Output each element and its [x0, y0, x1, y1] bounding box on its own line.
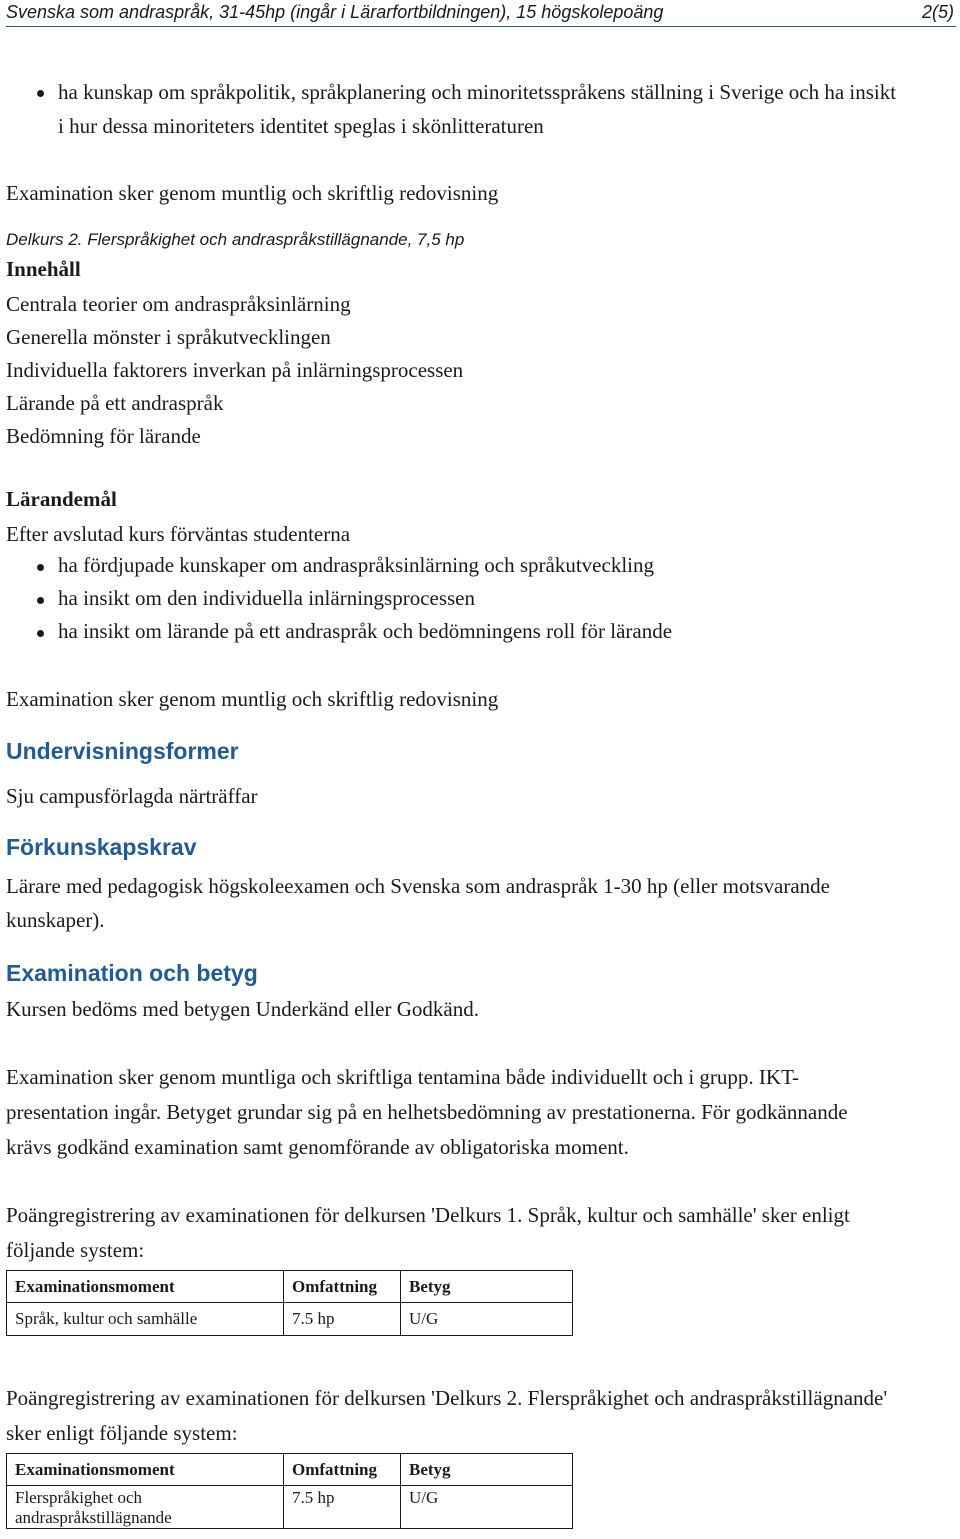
column-header: Examinationsmoment [7, 1271, 284, 1303]
delkurs1-goal-line2: i hur dessa minoriteters identitet speglas i skönlitteraturen [58, 114, 544, 138]
grading-para-line2: presentation ingår. Betyget grundar sig på en helhetsbedömning av prestationerna. För godkännande [6, 1100, 848, 1124]
delkurs2-examination: Examination sker genom muntlig och skriftlig redovisning [6, 687, 499, 711]
prerequisites-line1: Lärare med pedagogisk högskoleexamen och Svenska som andraspråk 1-30 hp (eller motsvarande [6, 874, 830, 898]
delkurs1-examination: Examination sker genom muntlig och skriftlig redovisning [6, 181, 499, 205]
table-header-row [7, 1454, 573, 1486]
table-cell: 7.5 hp [284, 1486, 401, 1529]
registration1-table [6, 1270, 573, 1336]
delkurs1-goal-line1: ha kunskap om språkpolitik, språkplanering och minoritetsspråkens ställning i Sverige och ha insikt [58, 80, 897, 104]
registration1-line1: Poängregistrering av examinationen för delkursen 'Delkurs 1. Språk, kultur och samhälle' sker enligt [6, 1203, 850, 1227]
column-header: Omfattning [284, 1454, 401, 1486]
moment-line1: Flerspråkighet och [15, 1488, 142, 1507]
registration2-line2: sker enligt följande system: [6, 1421, 238, 1445]
content-item: Bedömning för lärande [6, 424, 201, 448]
goals-heading: Lärandemål [6, 487, 117, 511]
prerequisites-heading: Förkunskapskrav [6, 834, 197, 860]
table-row [7, 1486, 573, 1529]
bullet-icon [37, 597, 44, 604]
table-cell: U/G [401, 1303, 573, 1336]
goal-item: ha insikt om den individuella inlärningsprocessen [58, 586, 476, 610]
column-header: Omfattning [284, 1271, 401, 1303]
grading-para-line3: krävs godkänd examination samt genomförande av obligatoriska moment. [6, 1135, 629, 1159]
content-item: Generella mönster i språkutvecklingen [6, 325, 331, 349]
column-header: Betyg [401, 1454, 573, 1486]
goals-intro: Efter avslutad kurs förväntas studenterna [6, 522, 351, 546]
content-item: Lärande på ett andraspråk [6, 391, 224, 415]
prerequisites-line2: kunskaper). [6, 908, 105, 932]
table-row [7, 1303, 573, 1336]
content-item: Centrala teorier om andraspråksinlärning [6, 292, 351, 316]
grading-heading: Examination och betyg [6, 960, 258, 986]
registration2-line1: Poängregistrering av examinationen för delkursen 'Delkurs 2. Flerspråkighet och andraspråkstillägnande' [6, 1386, 888, 1410]
registration1-line2: följande system: [6, 1238, 145, 1262]
registration2-table [6, 1453, 573, 1529]
goal-item: ha fördjupade kunskaper om andraspråksinlärning och språkutveckling [58, 553, 654, 577]
moment-line2: andraspråkstillägnande [15, 1508, 172, 1527]
column-header: Examinationsmoment [7, 1454, 284, 1486]
grading-text: Kursen bedöms med betygen Underkänd eller Godkänd. [6, 997, 479, 1021]
bullet-icon [37, 90, 44, 97]
goal-item: ha insikt om lärande på ett andraspråk och bedömningens roll för lärande [58, 619, 673, 643]
bullet-icon [37, 630, 44, 637]
course-title: Svenska som andraspråk, 31-45hp (ingår i Lärarfortbildningen), 15 högskolepoäng [6, 2, 664, 22]
page-header [6, 0, 956, 27]
bullet-icon [37, 564, 44, 571]
page-indicator: 2(5) [921, 2, 954, 22]
table-cell: 7.5 hp [284, 1303, 401, 1336]
table-cell: Språk, kultur och samhälle [7, 1303, 284, 1336]
teaching-heading: Undervisningsformer [6, 738, 239, 764]
table-cell [7, 1486, 284, 1529]
table-cell: U/G [401, 1486, 573, 1529]
grading-para-line1: Examination sker genom muntliga och skriftliga tentamina både individuellt och i grupp. IKT- [6, 1065, 799, 1089]
delkurs2-title: Delkurs 2. Flerspråkighet och andraspråkstillägnande, 7,5 hp [6, 230, 465, 249]
content-item: Individuella faktorers inverkan på inlärningsprocessen [6, 358, 464, 382]
table-header-row [7, 1271, 573, 1303]
column-header: Betyg [401, 1271, 573, 1303]
content-heading: Innehåll [6, 257, 81, 281]
teaching-text: Sju campusförlagda närträffar [6, 784, 258, 808]
